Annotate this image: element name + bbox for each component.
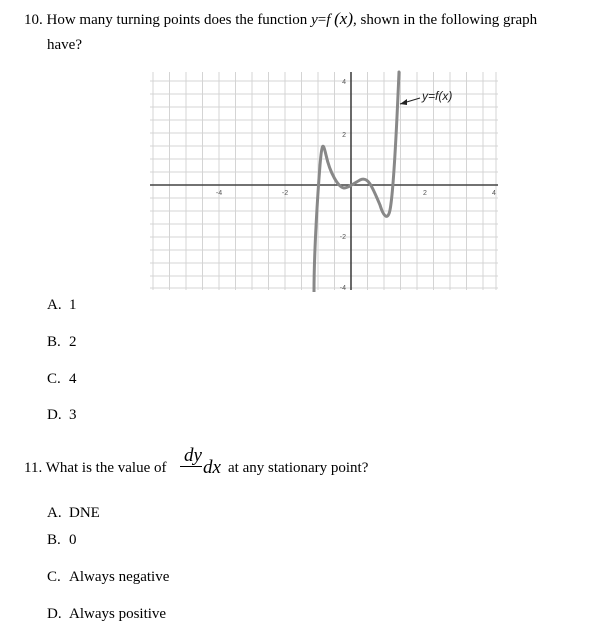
function-label: y=f(x) xyxy=(422,89,453,103)
y-tick-neg2: -2 xyxy=(339,234,346,241)
fraction-numerator: dy xyxy=(184,445,202,466)
graph-grid xyxy=(150,72,498,290)
q11-option-a[interactable] xyxy=(47,505,100,522)
q11-option-b-text: 0 xyxy=(69,532,77,548)
q11-option-d[interactable] xyxy=(47,606,166,623)
q11-option-a-text: DNE xyxy=(69,505,100,521)
x-tick-neg4: -4 xyxy=(215,190,223,197)
q11-option-b-letter: B. xyxy=(47,532,61,548)
q10-option-d-letter: D. xyxy=(47,407,62,423)
question-11-text: What is the value of xyxy=(45,460,167,476)
q10-option-d-text: 3 xyxy=(69,407,77,423)
q10-option-a-letter: A. xyxy=(47,297,62,313)
function-y: y xyxy=(311,12,318,28)
x-tick-4: 4 xyxy=(492,190,496,197)
q10-option-c[interactable] xyxy=(47,371,77,388)
function-graph xyxy=(148,70,500,292)
question-11-number: 11. xyxy=(24,460,43,476)
x-tick-2: 2 xyxy=(423,190,427,197)
label-arrow-head xyxy=(400,99,407,105)
x-tick-neg2: -2 xyxy=(281,190,289,197)
question-10-text-after: , shown in the following graph xyxy=(353,12,538,28)
question-10-number: 10. xyxy=(24,12,43,28)
q11-option-c-letter: C. xyxy=(47,569,61,585)
function-equals: = xyxy=(317,12,327,28)
q10-option-b-text: 2 xyxy=(69,334,77,350)
q11-option-d-text: Always positive xyxy=(69,606,167,622)
q11-option-c[interactable] xyxy=(47,569,169,586)
function-f: f xyxy=(326,12,331,28)
q10-option-b-letter: B. xyxy=(47,334,61,350)
y-tick-neg4: -4 xyxy=(339,285,346,292)
q10-option-d[interactable] xyxy=(47,407,77,424)
derivative-fraction xyxy=(180,445,226,479)
q10-option-a-text: 1 xyxy=(69,297,77,313)
question-10-text: How many turning points does the function xyxy=(46,12,308,28)
y-tick-4: 4 xyxy=(342,79,346,86)
q11-option-c-text: Always negative xyxy=(69,569,170,585)
y-tick-2: 2 xyxy=(342,132,346,139)
q10-option-c-letter: C. xyxy=(47,371,61,387)
function-arg: (x) xyxy=(334,9,353,28)
question-11-text-after: at any stationary point? xyxy=(228,460,369,476)
q10-option-c-text: 4 xyxy=(69,371,77,387)
q11-option-b[interactable] xyxy=(47,532,77,549)
fraction-denominator: dx xyxy=(203,457,221,478)
q11-option-d-letter: D. xyxy=(47,606,62,622)
question-10 xyxy=(24,9,599,30)
q11-option-a-letter: A. xyxy=(47,505,62,521)
question-10-line2: have? xyxy=(47,37,82,53)
fraction-bar xyxy=(180,466,202,467)
q10-option-a[interactable] xyxy=(47,297,77,314)
function-curve xyxy=(314,72,399,292)
q10-option-b[interactable] xyxy=(47,334,77,351)
